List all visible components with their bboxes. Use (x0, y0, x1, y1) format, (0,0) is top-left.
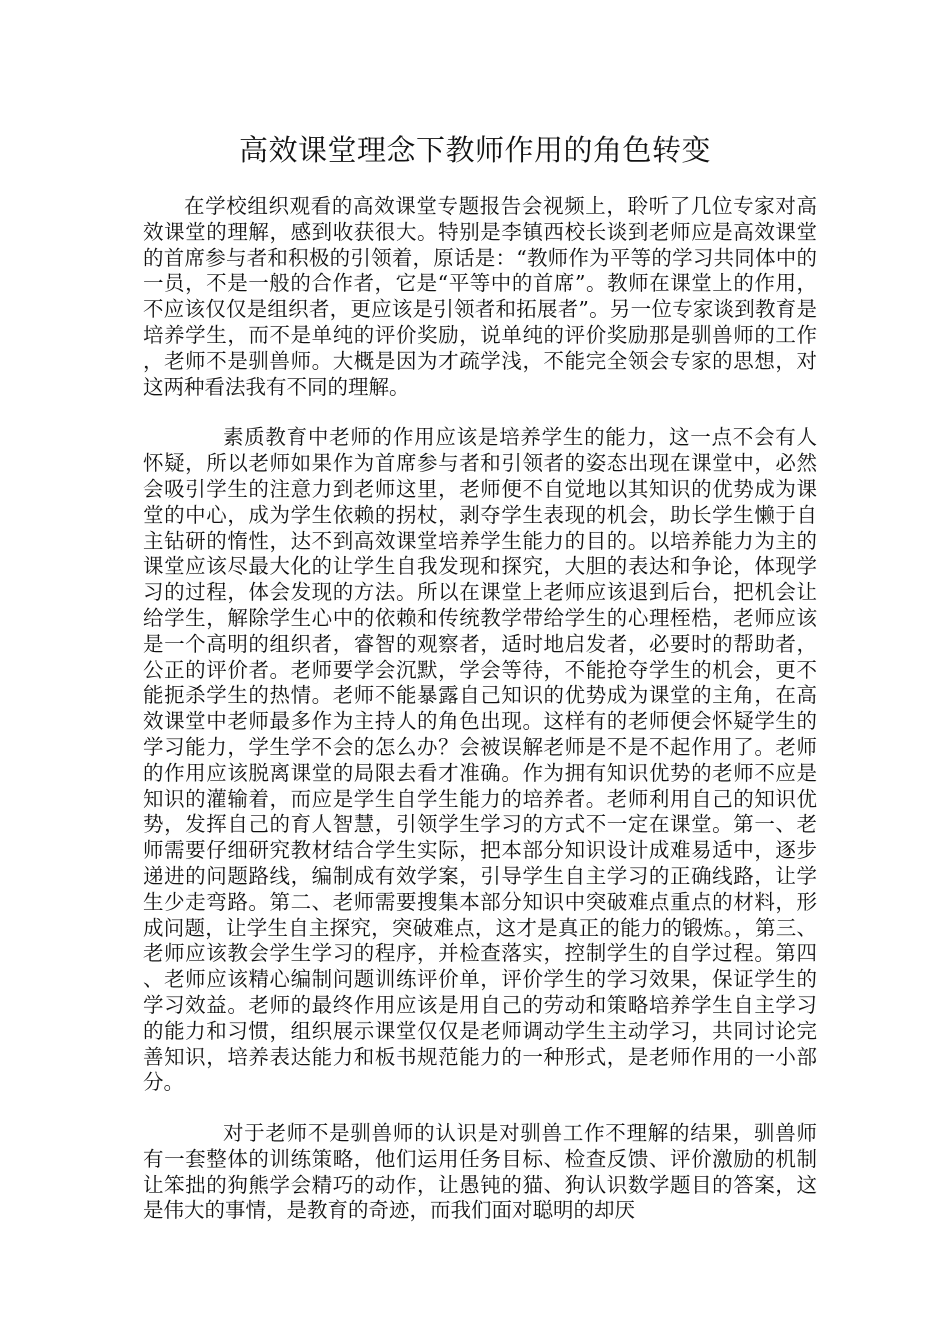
paragraph-1: 在学校组织观看的高效课堂专题报告会视频上，聆听了几位专家对高效课堂的理解，感到收获很大。特别是李镇西校长谈到老师应是高效课堂的首席参与者和积极的引领着，原话是：“教师作为平等的学习共同体中的一员，不是一般的合作者，它是“平等中的首席”。教师在课堂上的作用，不应该仅仅是组织者，更应该是引领者和拓展者”。另一位专家谈到教育是培养学生，而不是单纯的评价奖励，说单纯的评价奖励那是驯兽师的工作，老师不是驯兽师。大概是因为才疏学浅，不能完全领会专家的思想，对这两种看法我有不同的理解。 (143, 194, 817, 399)
document-body (143, 194, 817, 1224)
document-title: 高效课堂理念下教师作用的角色转变 (238, 133, 711, 167)
paragraph-3: 对于老师不是驯兽师的认识是对驯兽工作不理解的结果，驯兽师有一套整体的训练策略，他们运用任务目标、检查反馈、评价激励的机制让笨拙的狗熊学会精巧的动作，让愚钝的猫、狗认识数学题目的答案，这是伟大的事情，是教育的奇迹，而我们面对聪明的却厌 (143, 1121, 817, 1223)
paragraph-2: 素质教育中老师的作用应该是培养学生的能力，这一点不会有人怀疑，所以老师如果作为首席参与者和引领者的姿态出现在课堂中，必然会吸引学生的注意力到老师这里，老师便不自觉地以其知识的优势成为课堂的中心，成为学生依赖的拐杖，剥夺学生表现的机会，助长学生懒于自主钻研的惰性，达不到高效课堂培养学生能力的目的。以培养能力为主的课堂应该尽最大化的让学生自我发现和探究，大胆的表达和争论，体现学习的过程，体会发现的方法。所以在课堂上老师应该退到后台，把机会让给学生，解除学生心中的依赖和传统教学带给学生的心理桎梏，老师应该是一个高明的组织者，睿智的观察者，适时地启发者，必要时的帮助者，公正的评价者。老师要学会沉默，学会等待，不能抢夺学生的机会，更不能扼杀学生的热情。老师不能暴露自己知识的优势成为课堂的主角，在高效课堂中老师最多作为主持人的角色出现。这样有的老师便会怀疑学生的学习能力，学生学不会的怎么办？会被误解老师是不是不起作用了。老师的作用应该脱离课堂的局限去看才准确。作为拥有知识优势的老师不应是知识的灌输着，而应是学生自学生能力的培养者。老师利用自己的知识优势，发挥自己的育人智慧，引领学生学习的方式不一定在课堂。第一、老师需要仔细研究教材结合学生实际，把本部分知识设计成难易适中，逐步递进的问题路线，编制成有效学案，引导学生自主学习的正确线路，让学生少走弯路。第二、老师需要搜集本部分知识中突破难点重点的材料，形成问题，让学生自主探究，突破难点，这才是真正的能力的锻炼。，第三、老师应该教会学生学习的程序，并检查落实，控制学生的自学过程。第四、老师应该精心编制问题训练评价单，评价学生的学习效果，保证学生的学习效益。老师的最终作用应该是用自己的劳动和策略培养学生自主学习的能力和习惯，组织展示课堂仅仅是老师调动学生主动学习，共同讨论完善知识，培养表达能力和板书规范能力的一种形式，是老师作用的一小部分。 (143, 425, 817, 1095)
